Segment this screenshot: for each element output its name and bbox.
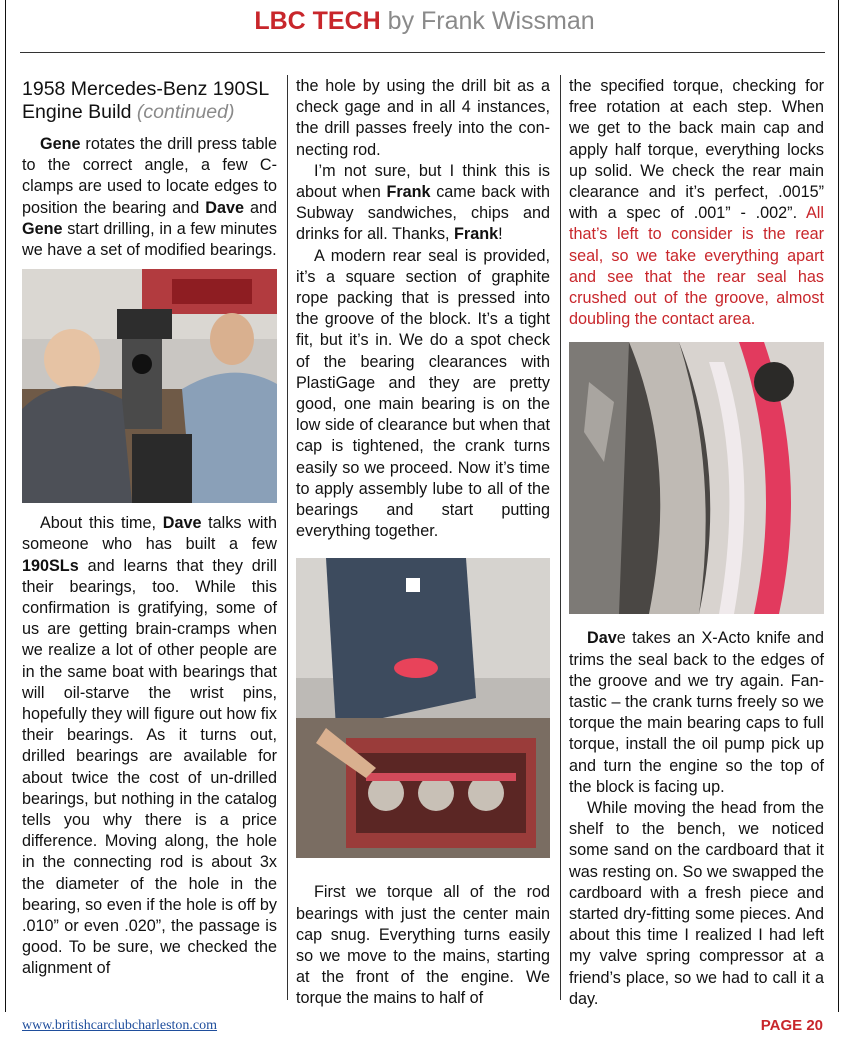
paragraph: the specified torque, checking for free rotation at each step. When we get to the back main cap and apply half torque, everything locks up solid. We check the rear main clearance and it’s perfect, .0015” with a spec of .001” - .002”. All that’s left to consider is the rear seal, so we take everything apart and see that the rear seal has crushed out of the groove, almost doubling the contact area.: [569, 77, 824, 329]
paragraph: A modern rear seal is provided, it’s a square section of graphite rope packing that is pressed into the groove of the block. It’s a tight fit, but it’s in. We do a spot check of the bearing clearances with PlastiGage and they are pretty good, one main bearing is on the low side of clearance but when that cap is tightened, the crank turns easily so we proceed. Now it’s time to apply assembly lube to all of the bearings and start putting everything together.: [296, 246, 550, 541]
engine-block-photo: [296, 558, 550, 858]
paragraph: First we torque all of the rod bearings with just the center main cap snug. Everything turns easily so we move to the mains, starting at the front of the engine. We torque the mains to half of: [296, 883, 550, 1008]
column-divider-1: [287, 75, 288, 1000]
paragraph: the hole by using the drill bit as a check gage and in all 4 instances, the drill passes freely into the connecting rod.: [296, 77, 550, 159]
paragraph: While moving the head from the shelf to the bench, we noticed some sand on the cardboard that it was resting on. So we swapped the cardboard with a fresh piece and started dry-fitting some pieces. And about this time I realized I had left my valve spring compressor at a friend’s place, so we had to call it a day.: [569, 799, 824, 1008]
footer-page-number: PAGE 20: [760, 1017, 823, 1034]
paragraph: About this time, Dave talks with someone who has built a few 190SLs and learns that they drill their bearings, too. While this confirmation is gratifying, some of us are getting brain-cramps when we realize a lot of other people are in the same boat with bearings that will oil-starve the wrist pins, hopefully they will figure out how fix their bearings. As it turns out, drilled bearings are available for about twice the cost of un-drilled bearings, but nothing in the catalog tells you why there is a price difference. Moving along, the hole in the connecting rod is about 3x the diameter of the hole in the bearing, so even if the hole is off by .010” or even .020”, the passage is good. To be sure, we checked the alignment of: [22, 514, 277, 978]
rear-seal-photo: [569, 342, 824, 614]
paragraph: I’m not sure, but I think this is about when Frank came back with Subway sandwiches, chips and drinks for all. Thanks, Frank!: [296, 161, 551, 244]
article-column-3: [569, 76, 824, 1010]
footer-website-link[interactable]: www.britishcarclubcharleston.com: [22, 1018, 218, 1033]
article-title: [22, 78, 277, 124]
header-divider: [20, 52, 825, 53]
article-column-1: [22, 76, 277, 980]
column-divider-2: [560, 75, 561, 1000]
article-column-2: [296, 76, 550, 1010]
page-header: [0, 4, 849, 38]
page-border-right: [838, 0, 839, 1012]
paragraph: Dave takes an X-Acto knife and trims the seal back to the edges of the groove and we try again. Fantastic – the crank turns freely so we torque the main bearing caps to full torque, install the oil pump pick up and turn the engine so the top of the block is facing up.: [569, 629, 824, 796]
article-continued-label: (continued): [136, 101, 235, 123]
page-border-left: [5, 0, 6, 1012]
article-title-text: 1958 Mercedes-Benz 190SL Engine Build: [22, 78, 269, 123]
header-byline: by Frank Wissman: [387, 7, 595, 35]
paragraph: Gene rotates the drill press table to the correct angle, a few C-clamps are used to locate edges to position the bearing and Dave and Gene start drilling, in a few minutes we have a set of modified bearings.: [22, 135, 278, 260]
header-brand: LBC TECH: [254, 7, 381, 35]
drill-press-photo: [22, 269, 277, 503]
